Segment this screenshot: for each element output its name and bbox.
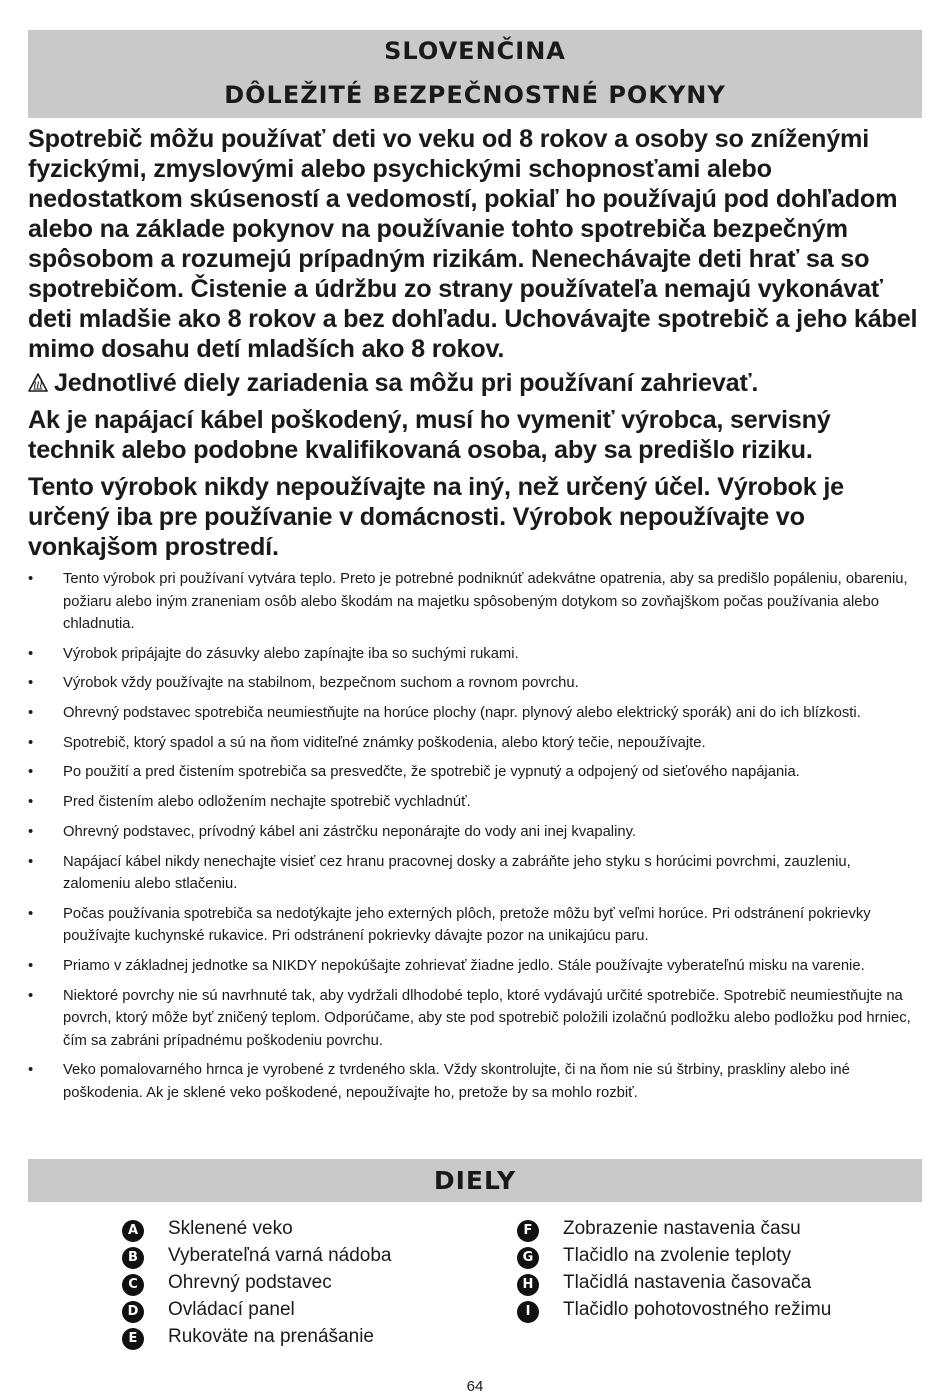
bullet-text: Výrobok vždy používajte na stabilnom, bezpečnom suchom a rovnom povrchu. [63, 675, 579, 692]
bullet-item [28, 791, 922, 814]
bullet-item [28, 1059, 922, 1104]
bullet-icon: • [28, 1062, 34, 1079]
part-label: Tlačidlá nastavenia časovača [563, 1272, 812, 1293]
bullet-icon: • [28, 794, 34, 811]
bullet-text: Spotrebič, ktorý spadol a sú na ňom viditeľné známky poškodenia, alebo ktorý tečie, nepoužívajte. [63, 734, 706, 751]
intro-paragraph-children: Spotrebič môžu používať deti vo veku od 8 rokov a osoby so zníženými fyzickými, zmyslovými alebo psychickými schopnosťami alebo nedostatkom skúseností a vedomostí, pokiaľ ho používajú pod dohľadom alebo na základe pokynov na používanie tohto spotrebiča bezpečným spôsobom a rozumejú prípadným rizikám. Nenechávajte deti hrať sa so spotrebičom. Čistenie a údržbu zo strany používateľa nemajú vykonávať deti mladšie ako 8 rokov a bez dohľadu. Uchovávajte spotrebič a jeho kábel mimo dosahu detí mladších ako 8 rokov. [28, 125, 918, 363]
intro-paragraph-hot-parts [28, 368, 924, 399]
bullet-text: Po použití a pred čistením spotrebiča sa presvedčte, že spotrebič je vypnutý a odpojený od sieťového napájania. [63, 764, 800, 781]
bullet-item [28, 732, 922, 755]
part-letter-badge: F [517, 1220, 539, 1242]
bullet-icon: • [28, 571, 34, 587]
bullet-text: Veko pomalovarného hrnca je vyrobené z tvrdeného skla. Vždy skontrolujte, či na ňom nie sú štrbiny, praskliny alebo iné poškodenia. Ak je sklené veko poškodené, nepoužívajte ho, pretože by sa mohlo rozbiť. [63, 1062, 850, 1101]
parts-section-title: DIELY [433, 1166, 517, 1195]
hot-parts-text: Jednotlivé diely zariadenia sa môžu pri používaní zahrievať. [54, 369, 759, 397]
bullet-text: Tento výrobok pri používaní vytvára teplo. Preto je potrebné podniknúť adekvátne opatrenia, aby sa predišlo popáleniu, obareniu, požiaru alebo iným zraneniam osôb alebo škodám na majetku spôsobeným dotykom so zovňajškom počas používania alebo chladnutia. [63, 571, 908, 632]
part-letter-badge: I [517, 1301, 539, 1323]
bullet-icon: • [28, 853, 34, 870]
bullet-text: Ohrevný podstavec, prívodný kábel ani zástrčku neponárajte do vody ani inej kvapaliny. [63, 823, 637, 840]
part-label: Tlačidlo pohotovostného režimu [563, 1299, 832, 1320]
part-letter-badge: B [122, 1247, 144, 1269]
bullet-text: Napájací kábel nikdy nenechajte visieť cez hranu pracovnej dosky a zabráňte jeho styku s horúcimi povrchmi, zauzleniu, zalomeniu alebo stlačeniu. [63, 853, 851, 892]
bullet-item [28, 568, 922, 636]
bullet-item [28, 821, 922, 844]
bullet-item [28, 851, 922, 896]
part-letter-badge: D [122, 1301, 144, 1323]
part-letter-badge: E [122, 1328, 144, 1350]
part-label: Ohrevný podstavec [168, 1272, 332, 1293]
bullet-text: Pred čistením alebo odložením nechajte spotrebič vychladnúť. [63, 794, 471, 811]
bullet-icon: • [28, 645, 34, 662]
hot-surface-warning-icon [28, 369, 48, 399]
bullet-text: Ohrevný podstavec spotrebiča neumiestňujte na horúce plochy (napr. plynový alebo elektrický sporák) ani do ich blízkosti. [63, 705, 861, 722]
part-letter-badge: H [517, 1274, 539, 1296]
bullet-icon: • [28, 675, 34, 692]
part-label: Ovládací panel [168, 1299, 295, 1320]
part-label: Rukoväte na prenášanie [168, 1326, 374, 1347]
part-letter-badge: C [122, 1274, 144, 1296]
bullet-icon: • [28, 905, 34, 922]
page-number: 64 [466, 1378, 484, 1395]
bullet-icon: • [28, 987, 34, 1004]
page-title: DÔLEŽITÉ BEZPEČNOSTNÉ POKYNY [224, 81, 726, 109]
part-label: Zobrazenie nastavenia času [563, 1218, 801, 1239]
intro-paragraph-cable: Ak je napájací kábel poškodený, musí ho vymeniť výrobca, servisný technik alebo podobne kvalifikovaná osoba, aby sa predišlo riziku. [28, 406, 831, 464]
part-label: Tlačidlo na zvolenie teploty [563, 1245, 792, 1266]
intro-paragraph-usage: Tento výrobok nikdy nepoužívajte na iný, než určený účel. Výrobok je určený iba pre používanie v domácnosti. Výrobok nepoužívajte vo vonkajšom prostredí. [28, 473, 844, 561]
bullet-icon: • [28, 734, 34, 751]
bullet-item [28, 643, 922, 666]
header-band [28, 30, 922, 118]
bullet-item [28, 903, 922, 948]
safety-bullet-list [28, 568, 922, 1111]
bullet-item [28, 702, 922, 725]
bullet-text: Výrobok pripájajte do zásuvky alebo zapínajte iba so suchými rukami. [63, 645, 519, 662]
bullet-item [28, 985, 922, 1053]
bullet-text: Niektoré povrchy nie sú navrhnuté tak, aby vydržali dlhodobé teplo, ktoré vydávajú určité spotrebiče. Spotrebič neumiestňujte na povrch, ktorý môže byť zničený teplom. Odporúčame, aby ste pod spotrebič položili izolačnú podložku alebo podložku pod hrniec, čím sa zabráni prípadnému poškodeniu povrchu. [63, 987, 911, 1049]
bullet-icon: • [28, 764, 34, 781]
part-label: Vyberateľná varná nádoba [168, 1245, 392, 1266]
bullet-item [28, 955, 922, 978]
bullet-item [28, 672, 922, 695]
part-label: Sklenené veko [168, 1218, 293, 1239]
bullet-icon: • [28, 957, 34, 974]
bullet-text: Počas používania spotrebiča sa nedotýkajte jeho externých plôch, pretože môžu byť veľmi horúce. Pri odstránení pokrievky používajte kuchynské rukavice. Pri odstránení pokrievky dávajte pozor na unikajúcu paru. [63, 905, 871, 945]
bullet-icon: • [28, 823, 34, 840]
language-heading: SLOVENČINA [384, 37, 566, 65]
parts-section-header [28, 1159, 922, 1202]
bullet-text: Priamo v základnej jednotke sa NIKDY nepokúšajte zohrievať žiadne jedlo. Stále používajte vyberateľnú misku na varenie. [63, 957, 865, 974]
bullet-icon: • [28, 705, 34, 722]
part-letter-badge: A [122, 1220, 144, 1242]
part-letter-badge: G [517, 1247, 539, 1269]
bullet-item [28, 761, 922, 784]
